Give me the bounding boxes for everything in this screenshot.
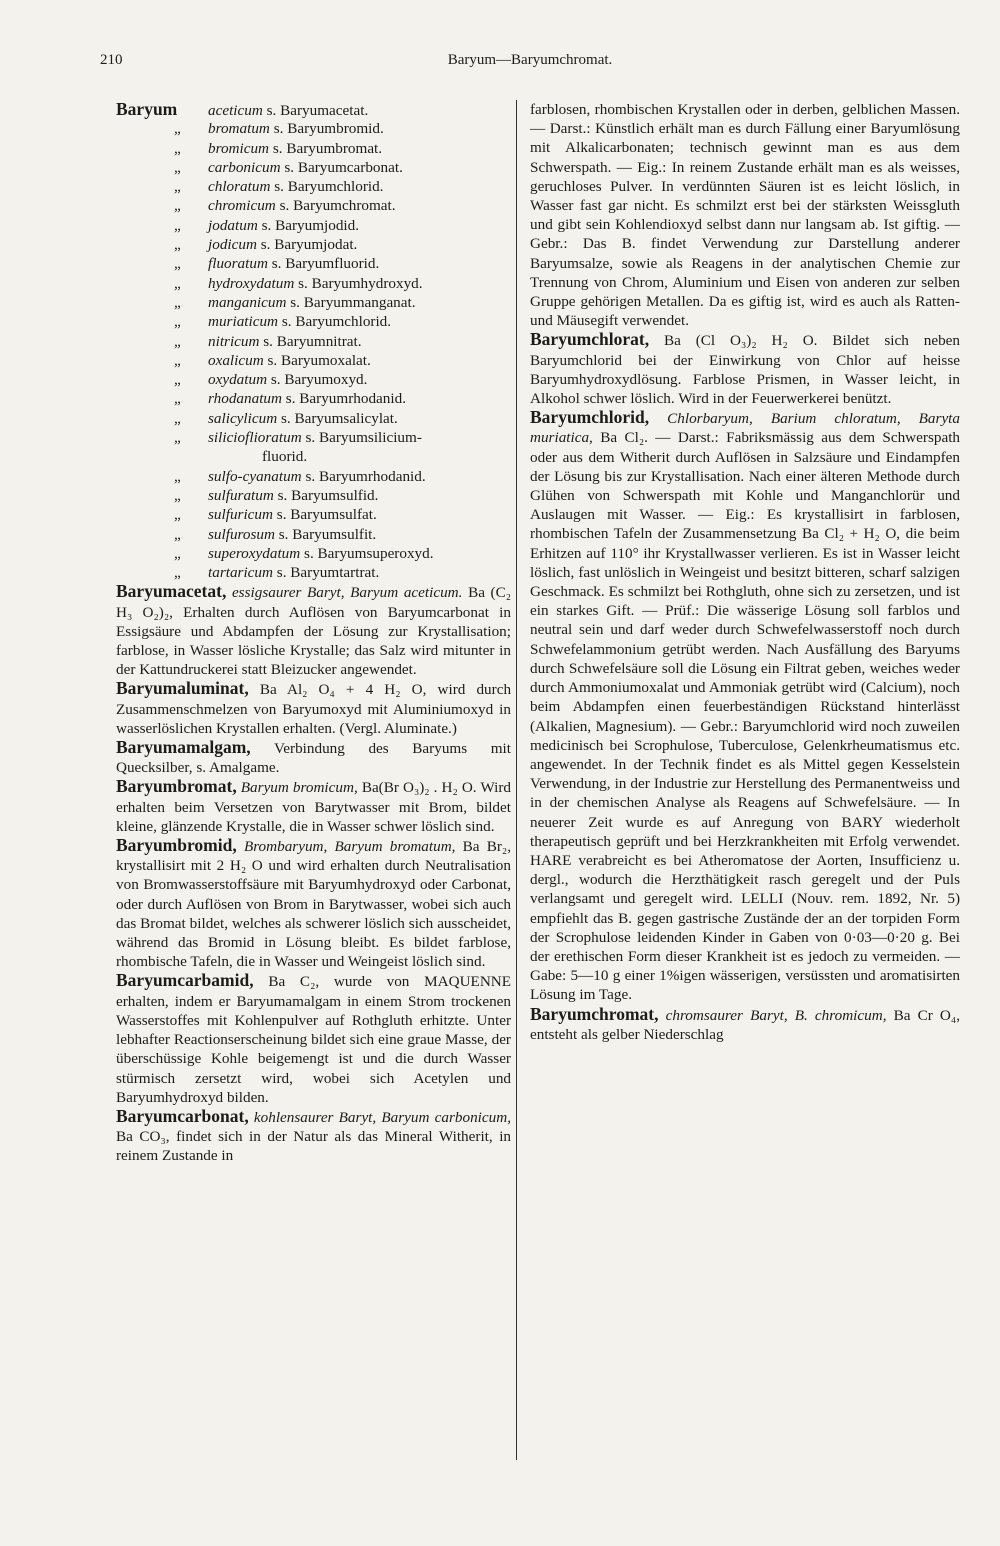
list-item	[116, 293, 511, 312]
list-item-text	[208, 563, 511, 582]
left-column	[116, 100, 511, 1166]
entry-headword: Baryumbromat,	[116, 776, 237, 797]
ditto-mark: „	[174, 255, 181, 273]
ditto-mark: „	[174, 139, 181, 157]
latin-term: hydroxydatum	[208, 274, 295, 292]
list-item-text	[208, 525, 511, 544]
chemical-formula: Ba Al₂ O₄ + 4 H₂ O,	[259, 681, 427, 699]
list-item	[116, 351, 511, 370]
latin-term: manganicum	[208, 293, 287, 311]
ditto-mark: „	[174, 293, 181, 311]
dictionary-entry	[116, 1107, 511, 1166]
ditto-mark: „	[174, 351, 181, 369]
entry-synonyms: Chlorbaryum, Barium chloratum, Baryta muriatica,	[530, 410, 960, 447]
latin-term: sulfuricum	[208, 506, 273, 524]
latin-term: sulfo-cyanatum	[208, 467, 302, 485]
latin-term: bromicum	[208, 139, 270, 157]
entry-headword: Baryumamalgam,	[116, 737, 251, 758]
page-header	[100, 52, 960, 76]
right-entries	[530, 330, 960, 1044]
running-title: Baryum—Baryumchromat.	[447, 52, 613, 68]
list-item-text	[208, 486, 511, 505]
ditto-mark: „	[174, 371, 181, 389]
cross-reference: s. Baryumchlorid.	[274, 178, 384, 196]
ditto-mark: „	[174, 332, 181, 350]
latin-term: tartaricum	[208, 564, 273, 582]
list-item	[116, 274, 511, 293]
list-item	[116, 467, 511, 486]
list-item-text	[208, 332, 511, 351]
entry-text: Wird erhalten beim Versetzen von Barytwasser mit Brom, bildet kleine, glänzende Krystalle, die in Wasser schwer löslich sind.	[116, 779, 512, 835]
cross-reference: s. Baryumfluorid.	[271, 255, 380, 273]
ditto-mark: „	[174, 564, 181, 582]
latin-term: superoxydatum	[208, 544, 301, 562]
latin-term: oxydatum	[208, 371, 268, 389]
chemical-formula: Ba CO₃,	[116, 1128, 170, 1146]
list-headword: Baryum	[116, 99, 178, 119]
list-item-text	[208, 370, 511, 389]
chemical-formula: Ba Br₂,	[462, 838, 512, 856]
list-item	[116, 312, 511, 331]
latin-term: silicioflioratum	[208, 429, 302, 447]
latin-term: chromicum	[208, 197, 276, 215]
cross-reference: s. Baryumjodid.	[261, 216, 360, 234]
carbonat-continuation: farblosen, rhombischen Krystallen oder in derben, gelblichen Massen. — Darst.: Künstlich erhält man es durch Fällung einer Baryumlösung mit Alkalicarbonaten; technisch gewinnt man es aus dem Schwerspath. — Eig.: In reinem Zustande erhält man es als weisses, geruchloses Pulver. In verdünnten Säuren ist es leicht löslich, in Wasser fast gar nicht. Es schmilzt erst bei der stärksten Weissgluth und gibt sein Kohlendioxyd selbst dann nur langsam ab. Ist giftig. — Gebr.: Das B. findet Verwendung zur Darstellung anderer Baryumsalze, sowie als Reagens in der analytischen Chemie zur Trennung von Chrom, Aluminium und Eisen von anderen zur selben Gruppe gehörigen Metallen. Da es giftig ist, wird es auch als Ratten- und Mäusegift verwendet.	[530, 101, 960, 330]
list-item	[116, 254, 511, 273]
cross-reference: s. Baryumsulfit.	[278, 525, 377, 543]
list-item	[116, 428, 511, 447]
list-item	[116, 505, 511, 524]
list-item-text	[208, 467, 511, 486]
list-item-text	[208, 389, 511, 408]
list-item-text	[208, 119, 511, 138]
cross-reference: s. Baryumsuperoxyd.	[304, 544, 434, 562]
latin-term: bromatum	[208, 120, 270, 138]
entry-text: Verbindung des Baryums mit Quecksilber, s. Amalgame.	[116, 740, 511, 777]
dictionary-entry	[530, 1005, 960, 1044]
cross-reference: s. Baryummanganat.	[290, 293, 416, 311]
latin-term: jodatum	[208, 216, 258, 234]
dictionary-entry	[530, 408, 960, 1004]
list-item-text	[208, 235, 511, 254]
latin-term: chloratum	[208, 178, 271, 196]
entry-synonyms: chromsaurer Baryt, B. chromicum,	[665, 1006, 887, 1024]
dictionary-entry	[530, 330, 960, 408]
list-item	[116, 563, 511, 582]
entry-text: entsteht als gelber Niederschlag	[530, 1025, 724, 1043]
latin-term: oxalicum	[208, 351, 264, 369]
ditto-mark: „	[174, 274, 181, 292]
cross-reference: s. Baryumchlorid.	[281, 313, 392, 331]
entry-text: — Darst.: Fabriksmässig aus dem Schwerspath oder aus dem Witherit durch Auflösen in Salzsäure und Eindampfen der Lösung bis zur Krystallisation. Nach einer älteren Methode durch Glühen von Schwerspath mit Kohle und Manganchlorür und Auslaugen mit Wasser. — Eig.: Es krystallisirt in farblosen, rhombischen Tafeln der Zusammensetzung Ba Cl₂ + H₂ O, die beim Erhitzen auf 110° ihr Krystallwasser verlieren. Es ist in Wasser leicht löslich, fast unlöslich in Weingeist und besitzt bitteren, scharf salzigen Geschmack. Es schmilzt bei Rothgluth, ohne sich zu zersetzen, und ist ein starkes Gift. — Prüf.: Die wässerige Lösung soll farblos und neutral sein und darf weder durch Schwefelwasserstoff noch durch Schwefelammonium getrübt werden. Nach Ausfällung des Baryums durch Schwefelsäure soll die Lösung ein Filtrat geben, weiches weder durch Ammoniumoxalat und Ammoniak getrübt wird (Calcium), noch beim Abdampfen einen feuerbeständigen Rückstand hinterlässt (Alkalien, Magnesium). — Gebr.: Baryumchlorid wird noch zuweilen medicinisch bei Scrophulose, Tuberculose, Gelenkrheumatismus etc. angewendet. In der Technik findet es als Mittel gegen Kesselstein Verwendung, in der Industrie zur Herstellung des Permanentweiss und in der chemischen Analyse als Reagens auf Schwefelsäure. — In neuerer Zeit wurde es auf Anregung von BARY wiederholt therapeutisch geprüft und bei Herzkrankheiten mit Erfolg verwendet. HARE verabreicht es bei Atheromatose der Aorten, Insufficienz u. dergl., wodurch die Herzthätigkeit rasch geregelt und der Puls verlangsamt und geregelt wird. LELLI (Nouv. rem. 1892, Nr. 5) empfiehlt das B. gegen gastrische Zustände der an der torpiden Form der Scrophulose leidenden Kinder in Gaben von 0·03—0·20 g. Bei der erethischen Form dieser Krankheit ist es jedoch zu vermeiden. — Gabe: 5—10 g einer 1%igen wässerigen, versüssten und aromatisirten Lösung im Tage.	[530, 429, 961, 1004]
list-item-text	[208, 409, 511, 428]
cross-reference: s. Baryumsulfat.	[276, 506, 377, 524]
left-entries	[116, 582, 511, 1165]
list-item	[116, 196, 511, 215]
entry-headword: Baryumcarbamid,	[116, 970, 254, 991]
cross-reference: s. Baryumbromid.	[273, 120, 384, 138]
chemical-formula: Ba C₂,	[268, 973, 320, 991]
ditto-mark: „	[174, 120, 181, 138]
entry-headword: Baryumcarbonat,	[116, 1105, 249, 1126]
cross-reference: s. Baryumrhodanid.	[285, 390, 406, 408]
dictionary-entry	[116, 971, 511, 1106]
list-item	[116, 100, 511, 119]
entry-text: wurde von MAQUENNE erhalten, indem er Baryumamalgam in einem Strom trockenen Wasserstoffes mit Kohlenpulver auf Rothgluth erhitzte. Unter lebhafter Reactionserscheinung bildet sich eine graue Masse, der überschüssige Kohle beigemengt ist und die durch Wasser stürmisch zersetzt wird, wobei sich Acetylen und Baryumhydroxyd bilden.	[116, 973, 512, 1106]
ditto-mark: „	[174, 467, 181, 485]
ditto-mark: „	[174, 506, 181, 524]
ditto-mark: „	[174, 216, 181, 234]
ditto-mark: „	[174, 409, 181, 427]
ditto-mark: „	[174, 486, 181, 504]
entry-headword: Baryumchlorat,	[530, 329, 650, 350]
page-number: 210	[100, 52, 123, 68]
latin-term: muriaticum	[208, 313, 279, 331]
entry-text: krystallisirt mit 2 H₂ O und wird erhalten durch Neutralisation von Bromwasserstoffsäure mit Baryumhydroxyd oder Carbonat, oder durch Auflösen von Brom in Barytwasser, wobei sich auch das Bromat bildet, welches als schwerer löslich sich ausscheidet, während das Bromid in Lösung bleibt. Es bildet farblose, rhombische Tafeln, die in Wasser und Weingeist löslich sind.	[116, 857, 511, 971]
cross-reference: s. Baryumnitrat.	[263, 332, 362, 350]
entry-headword: Baryumchlorid,	[530, 407, 650, 428]
cross-reference: s. Baryumsalicylat.	[280, 409, 398, 427]
ditto-mark: „	[174, 390, 181, 408]
latin-term: fluoratum	[208, 255, 268, 273]
list-item	[116, 216, 511, 235]
list-item-text	[208, 254, 511, 273]
dictionary-entry	[116, 738, 511, 777]
entry-text: findet sich in der Natur als das Mineral Witherit, in reinem Zustande in	[116, 1128, 512, 1165]
list-item	[116, 486, 511, 505]
cross-reference: s. Baryumcarbonat.	[284, 158, 403, 176]
entry-headword: Baryumaluminat,	[116, 678, 249, 699]
list-item-text	[208, 139, 511, 158]
cross-reference: s. Baryumoxyd.	[270, 371, 368, 389]
baryum-index-list	[116, 100, 511, 582]
cross-reference: s. Baryumchromat.	[279, 197, 396, 215]
cross-reference: s. Baryumsilicium-	[305, 429, 422, 447]
list-item	[116, 544, 511, 563]
entry-synonyms: kohlensaurer Baryt, Baryum carbonicum,	[253, 1108, 511, 1126]
list-item	[116, 158, 511, 177]
cross-reference: s. Baryumjodat.	[260, 236, 358, 254]
latin-term: nitricum	[208, 332, 260, 350]
latin-term: sulfurosum	[208, 525, 275, 543]
latin-term: salicylicum	[208, 409, 278, 427]
ditto-mark: „	[174, 197, 181, 215]
latin-term: jodicum	[208, 236, 257, 254]
chemical-formula: Ba (Cl O₃)₂ H₂ O.	[663, 332, 818, 350]
cross-reference: s. Baryumtartrat.	[276, 564, 380, 582]
list-item	[116, 389, 511, 408]
dictionary-entry	[116, 836, 511, 971]
list-item-text	[208, 505, 511, 524]
right-column	[530, 100, 960, 1044]
list-item	[116, 409, 511, 428]
list-item-text	[208, 293, 511, 312]
list-item	[116, 119, 511, 138]
latin-term: carbonicum	[208, 158, 281, 176]
ditto-mark: „	[174, 429, 181, 447]
list-item	[116, 370, 511, 389]
entry-headword: Baryumchromat,	[530, 1003, 659, 1024]
list-item-text	[208, 101, 511, 120]
list-item-text	[208, 428, 511, 447]
latin-term: aceticum	[208, 102, 263, 119]
list-item	[116, 332, 511, 351]
list-item-text	[208, 351, 511, 370]
entry-synonyms: Brombaryum, Baryum bromatum,	[243, 838, 456, 856]
entry-synonyms: Baryum bromicum,	[240, 779, 358, 797]
list-item	[116, 525, 511, 544]
cross-reference: s. Baryumoxalat.	[267, 351, 371, 369]
list-item	[116, 235, 511, 254]
list-item-continuation: fluorid.	[262, 448, 308, 466]
list-item-text	[208, 312, 511, 331]
column-divider	[516, 100, 517, 1460]
entry-headword: Baryumbromid,	[116, 835, 237, 856]
ditto-mark: „	[174, 158, 181, 176]
entry-text: Bildet sich neben Baryumchlorid bei der Einwirkung von Chlor auf heisse Baryumhydroxydlösung. Farblose Prismen, in Wasser leicht, in Alkohol schwer löslich. Wird in der Feuerwerkerei benützt.	[530, 332, 960, 408]
entry-text: Erhalten durch Auflösen von Baryumcarbonat in Essigsäure und Abdampfen der Lösung zur Krystallisation; farblose, in Wasser lösliche Krystalle; das Salz wird mitunter in der Kattundruckerei statt Bleizucker angewendet.	[116, 603, 511, 679]
entry-headword: Baryumacetat,	[116, 581, 227, 602]
cross-reference: s. Baryumrhodanid.	[305, 467, 426, 485]
entry-text: wird durch Zusammenschmelzen von Baryumoxyd mit Aluminiumoxyd in wasserlöslichen Krystallen erhalten. (Vergl. Aluminate.)	[116, 681, 512, 737]
list-item-text	[208, 158, 511, 177]
dictionary-entry	[116, 679, 511, 738]
ditto-mark: „	[174, 525, 181, 543]
list-item	[116, 139, 511, 158]
cross-reference: s. Baryumbromat.	[272, 139, 383, 157]
ditto-mark: „	[174, 544, 181, 562]
entry-synonyms: essigsaurer Baryt, Baryum aceticum.	[231, 584, 463, 602]
chemical-formula: Ba Cl₂.	[600, 429, 648, 447]
chemical-formula: Ba Cr O₄,	[893, 1006, 960, 1024]
latin-term: rhodanatum	[208, 390, 282, 408]
list-item-text	[208, 196, 511, 215]
chemical-formula: Ba(Br O₃)₂ . H₂ O.	[361, 779, 477, 797]
list-item-text	[208, 544, 511, 563]
ditto-mark: „	[174, 313, 181, 331]
cross-reference: s. Baryumacetat.	[266, 102, 369, 119]
ditto-mark: „	[174, 236, 181, 254]
ditto-mark: „	[174, 178, 181, 196]
dictionary-entry	[116, 777, 511, 836]
list-item-text	[208, 216, 511, 235]
latin-term: sulfuratum	[208, 486, 274, 504]
cross-reference: s. Baryumhydroxyd.	[298, 274, 423, 292]
cross-reference: s. Baryumsulfid.	[277, 486, 379, 504]
list-item	[116, 177, 511, 196]
list-item-text	[208, 274, 511, 293]
dictionary-entry	[116, 582, 511, 679]
list-item-text	[208, 177, 511, 196]
chemical-formula: Ba (C₂ H₃ O₂)₂,	[116, 584, 512, 621]
